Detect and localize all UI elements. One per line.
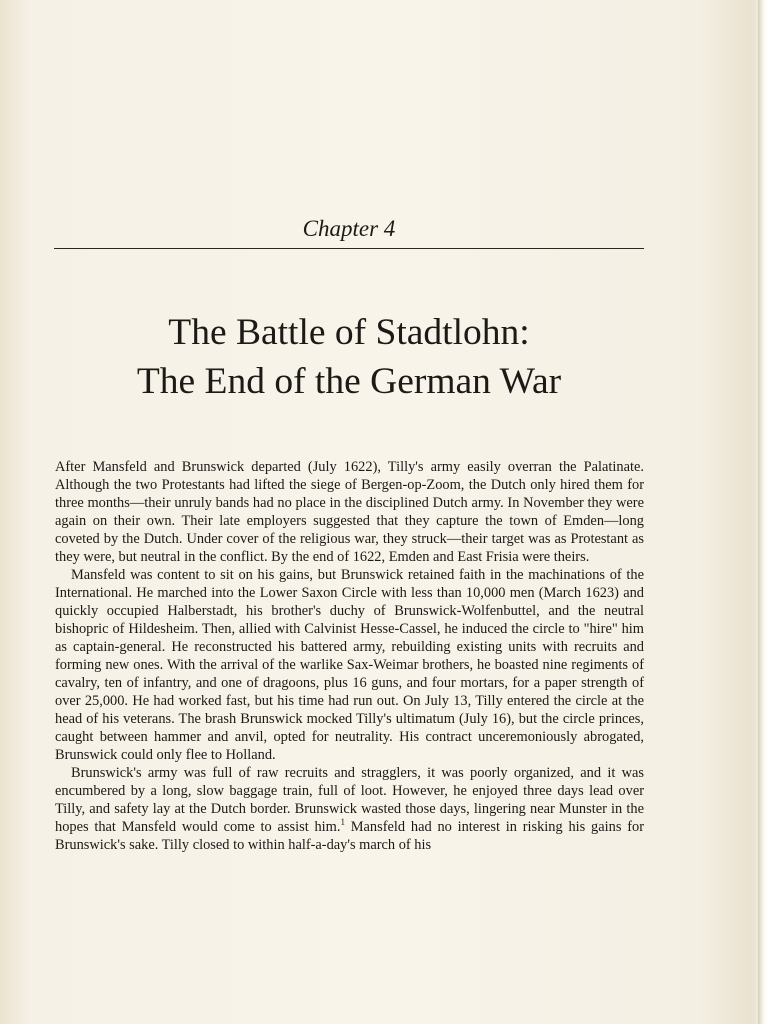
chapter-title-line-2: The End of the German War (136, 361, 562, 402)
chapter-divider (54, 248, 644, 249)
paragraph-2: Mansfeld was content to sit on his gains, but Brunswick retained faith in the machinations of the International. He marched into the Lower Saxon Circle with less than 10,000 men (March 1623) and quickly occupied Halberstadt, his brother's duchy of Brunswick-Wolfenbuttel, and the neutral bishopric of Hildesheim. Then, allied with Calvinist Hesse-Cassel, he induced the circle to "hire" him as captain-general. He reconstructed his battered army, rebuilding existing units with recruits and forming new ones. With the arrival of the warlike Sax-Weimar brothers, he boasted nine regiments of cavalry, ten of infantry, and one of dragoons, plus 16 guns, and four mortars, for a paper strength of over 25,000. He had worked fast, but his time had run out. On July 13, Tilly entered the circle at the head of his veterans. The brash Brunswick mocked Tilly's ultimatum (July 16), but the circle princes, caught between hammer and anvil, opted for neutrality. His contract unceremoniously abrogated, Brunswick could only flee to Holland. (55, 567, 644, 763)
paragraph-1: After Mansfeld and Brunswick departed (July 1622), Tilly's army easily overran the Palatinate. Although the two Protestants had lifted the siege of Bergen-op-Zoom, the Dutch only hired them for three months—their unruly bands had no place in the disciplined Dutch army. In November they were again on their own. Their late employers suggested that they capture the town of Emden—long coveted by the Dutch. Under cover of the religious war, they struck—their target was as Protestant as they were, but neutral in the conflict. By the end of 1622, Emden and East Frisia were theirs. (55, 459, 644, 565)
page-edge (758, 0, 768, 1024)
paragraph-3 (55, 764, 644, 854)
paragraph-3-text-start: Brunswick's army was full of raw recruits and stragglers, it was poorly organized, and it was encumbered by a long, slow baggage train, full of loot. However, he enjoyed three days lead over Tilly, and safety lay at the Dutch border. Brunswick wasted those days, lingering near Munster in the hopes that Mansfeld would come to assist him. (55, 765, 644, 835)
body-text (55, 458, 644, 854)
chapter-title (0, 308, 698, 406)
chapter-label: Chapter 4 (302, 216, 396, 241)
footnote-marker: 1 (340, 817, 345, 828)
paragraph-3-text-end: Mansfeld had no interest in risking his gains for Brunswick's sake. Tilly closed to within half-a-day's march of his (55, 819, 644, 853)
chapter-title-line-1: The Battle of Stadtlohn: (168, 312, 530, 353)
